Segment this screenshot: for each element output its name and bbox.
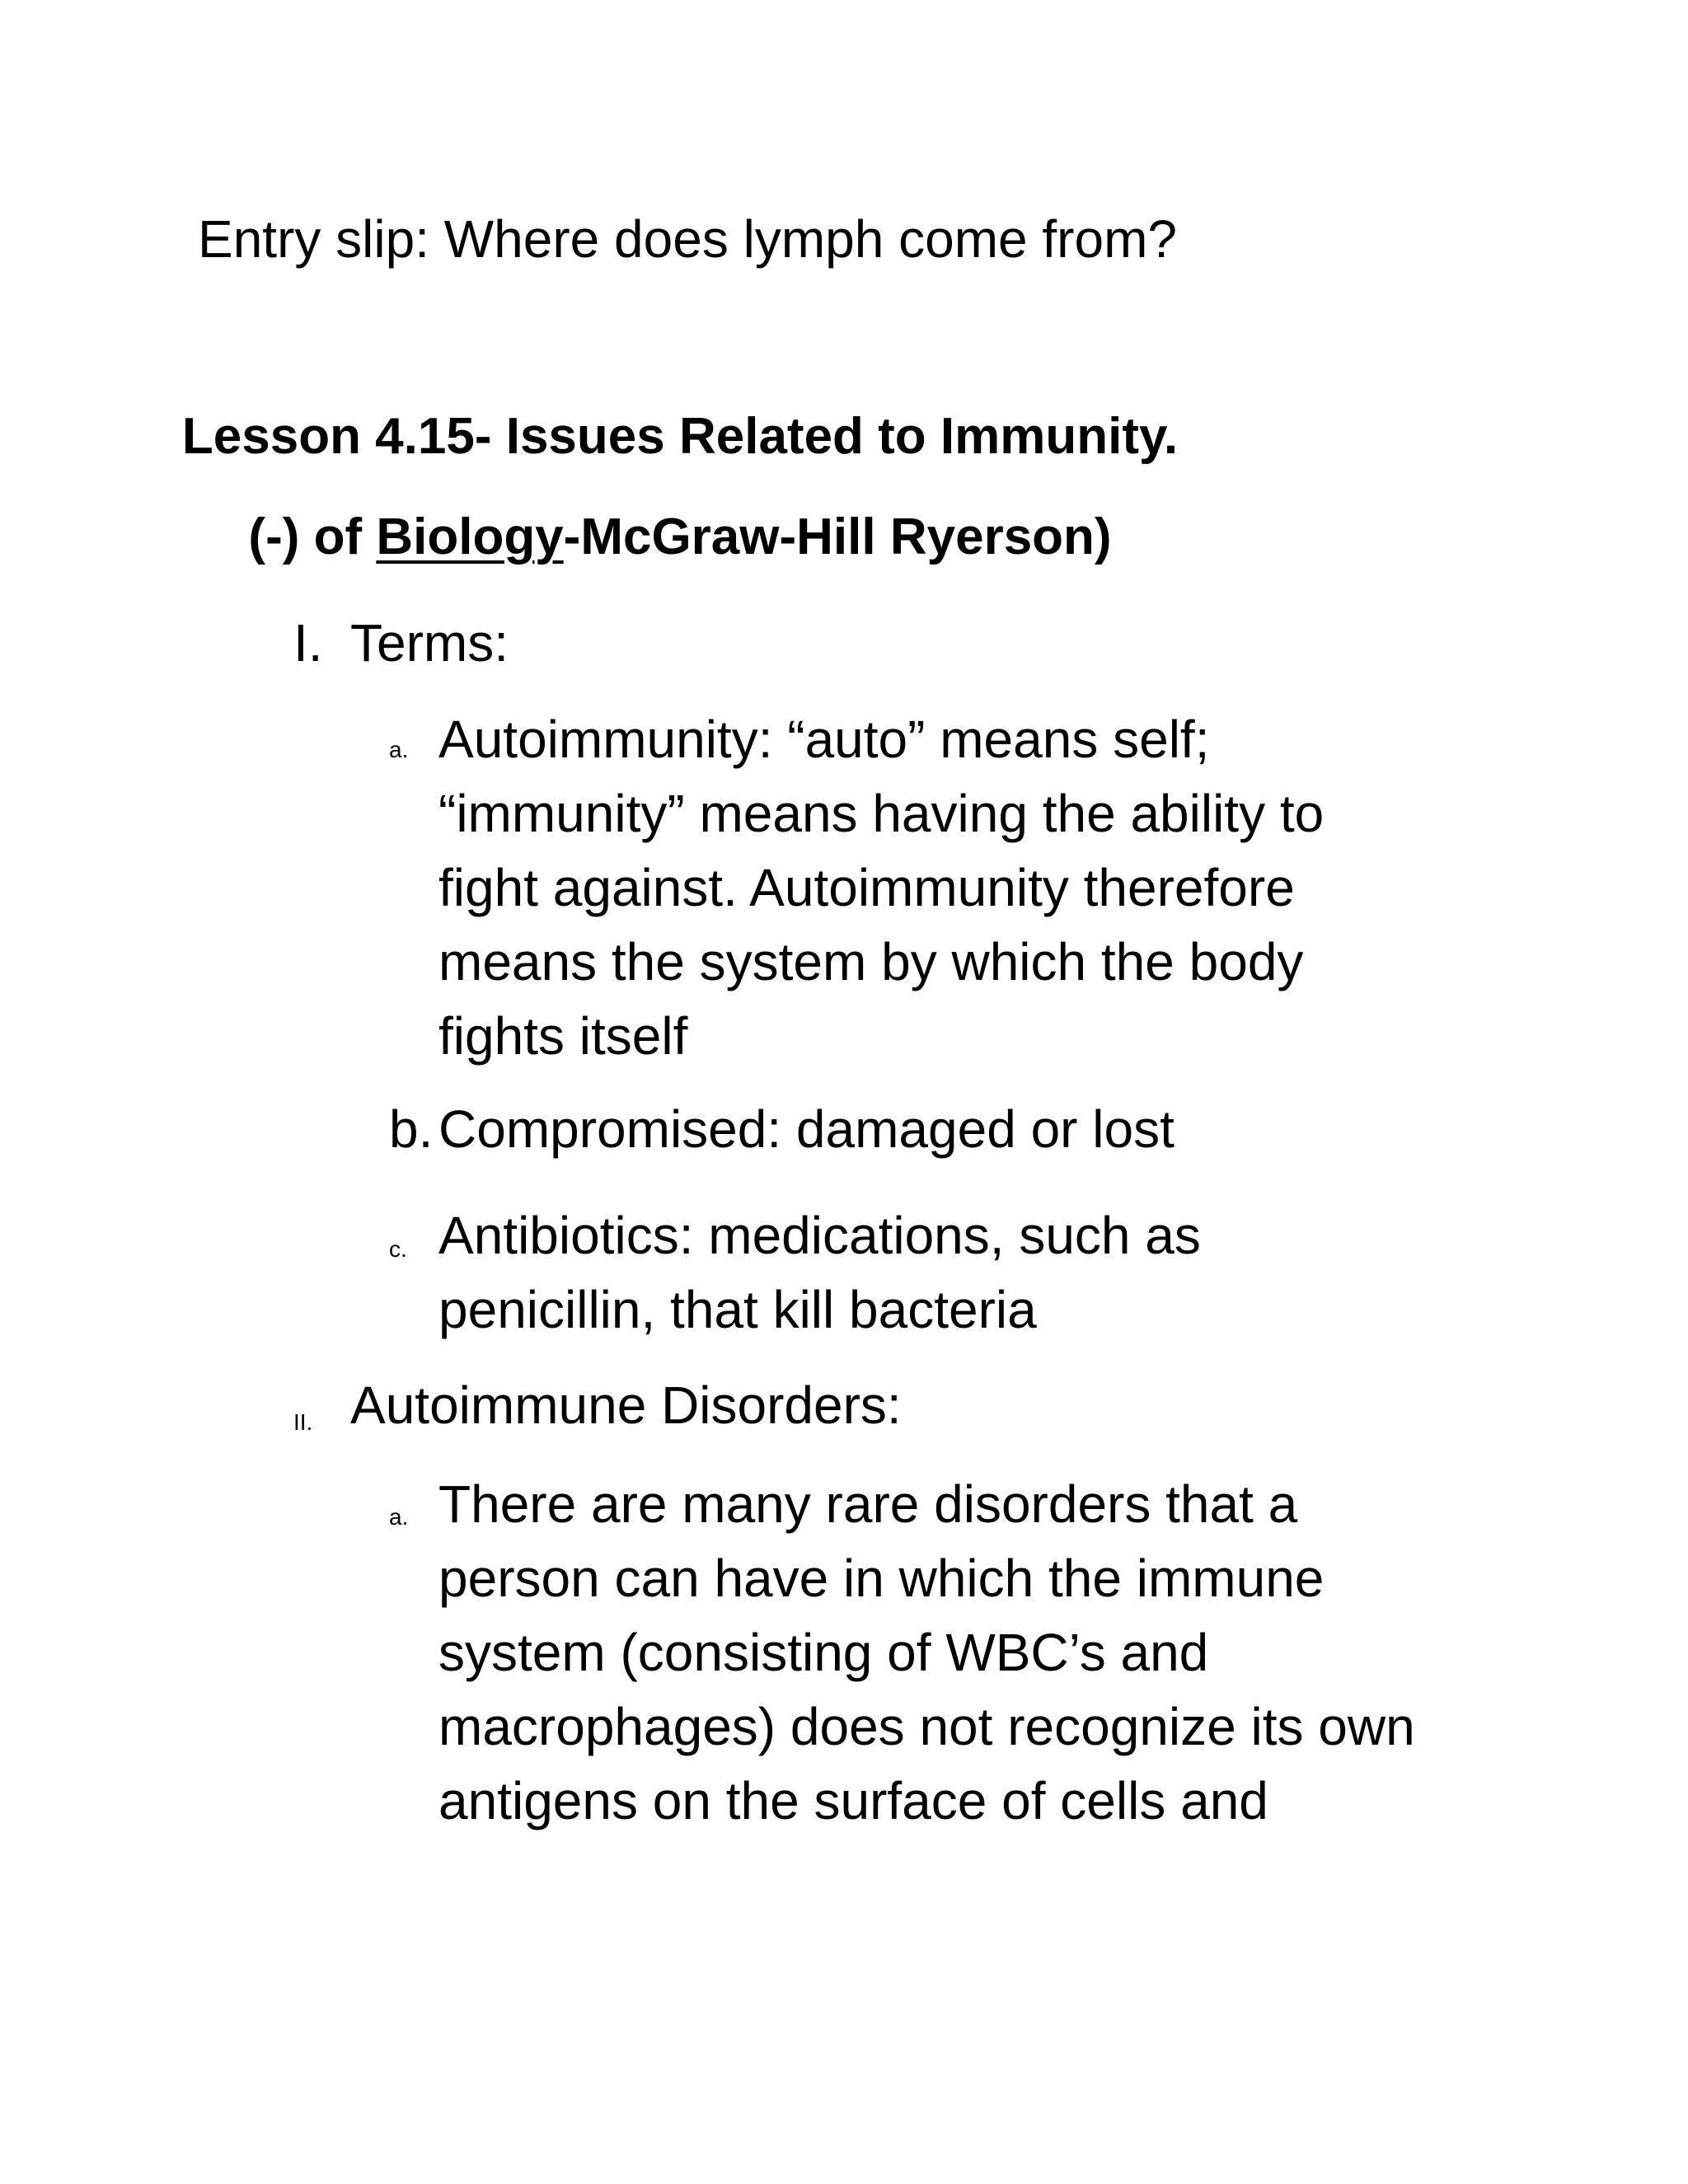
section-1-heading: Terms: — [350, 613, 509, 673]
section-1-item-b-text: Compromised: damaged or lost — [438, 1099, 1175, 1159]
section-2-marker: II. — [293, 1409, 313, 1435]
lesson-source — [0, 504, 1360, 570]
entry-slip-question: Entry slip: Where does lymph come from? — [198, 209, 1177, 269]
section-2-item-a-marker: a. — [389, 1504, 409, 1530]
section-1-item-c-marker: c. — [389, 1236, 407, 1262]
section-1-item-b-marker: b. — [389, 1099, 434, 1159]
section-1-item-a-text: Autoimmunity: “auto” means self; “immunity” means having the ability to fight against. Autoimmunity therefore means the system by which the body fights itself — [438, 710, 1325, 1066]
section-1-marker: I. — [293, 613, 323, 673]
source-suffix: -McGraw-Hill Ryerson) — [563, 509, 1112, 565]
section-2-heading: Autoimmune Disorders: — [350, 1376, 902, 1435]
source-prefix: (-) of — [248, 509, 377, 565]
section-2-item-a-text: There are many rare disorders that a person can have in which the immune system (consisting of WBC’s and macrophages) does not recognize its own antigens on the surface of cells and — [438, 1474, 1415, 1830]
section-1-item-a-marker: a. — [389, 737, 409, 762]
book-title: Biology — [376, 509, 564, 565]
lesson-title: Lesson 4.15- Issues Related to Immunity. — [181, 408, 1179, 465]
section-1-item-c-text: Antibiotics: medications, such as penicillin, that kill bacteria — [438, 1206, 1201, 1339]
